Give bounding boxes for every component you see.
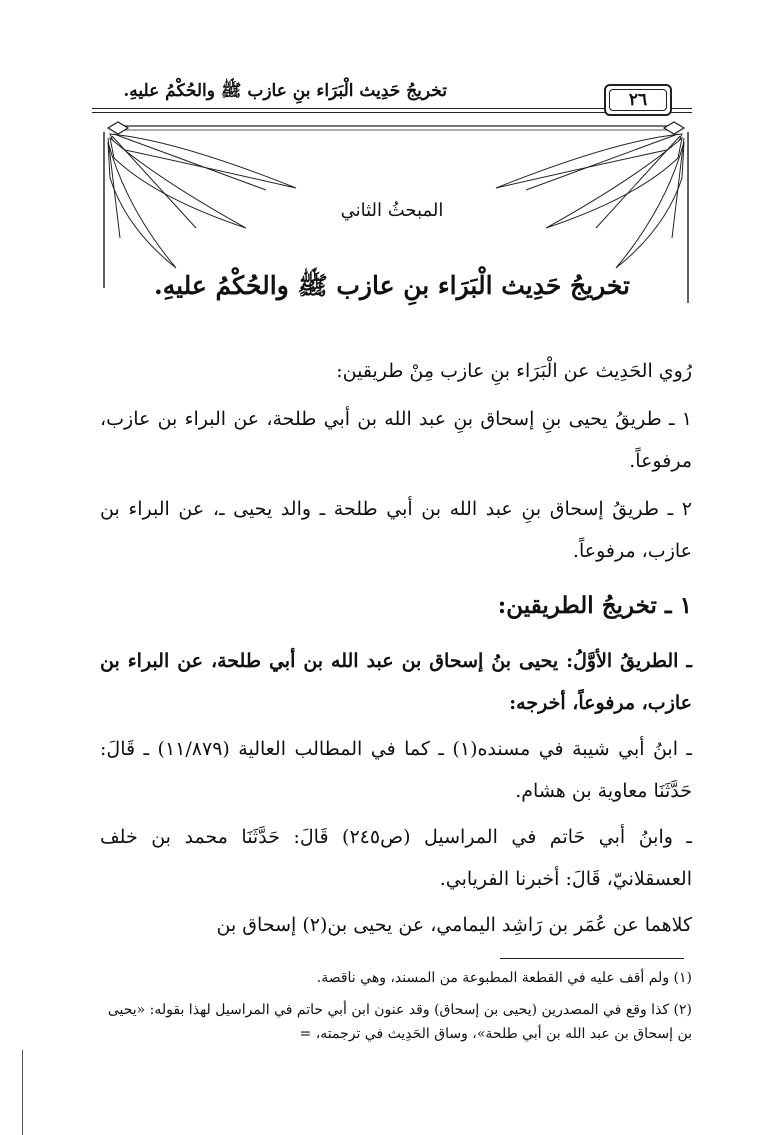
subheading-takhrij: ١ ـ تخريجُ الطريقين:	[497, 592, 692, 619]
list-item-1: ١ ـ طريقُ يحيى بنِ إسحاق بنِ عبد الله بن أبي طلحة، عن البراء بن عازب، مرفوعاً.	[100, 408, 692, 472]
header-rule	[92, 112, 692, 113]
intro-paragraph: رُوي الحَدِيث عن الْبَرَاء بنِ عازب مِنْ طريقين:	[336, 360, 692, 382]
source-paragraph-continued: كلاهما عن عُمَر بن رَاشِد اليمامي، عن يحيى بن(٢) إسحاق بن	[216, 914, 692, 936]
header-title: تخريجُ حَدِيث الْبَرَاء بنِ عازب ﷺ والحُكْمُ عليهِ.	[123, 81, 447, 101]
section-title: تخريجُ حَدِيث الْبَرَاء بنِ عازب ﷺ والحُكْمُ عليهِ.	[154, 271, 630, 300]
page-number: ٢٦	[604, 84, 672, 116]
binding-margin-line	[22, 1050, 23, 1135]
running-header	[92, 78, 692, 120]
footnote-2: (٢) كذا وقع في المصدرين (يحيى بن إسحاق) وقد عنون ابن أبي حاتم في المراسيل لهذا بقوله: «يحيى بن إسحاق بن عبد الله بن أبي طلحة»، وساق الحَدِيث في ترجمته، =	[107, 1002, 692, 1042]
header-rule	[92, 108, 692, 109]
source-ibn-abi-shaybah: ـ ابنُ أبي شيبة في مسنده(١) ـ كما في المطالب العالية (١١/٨٧٩) ـ قَالَ: حَدَّثَنَا معاوية بن هشام.	[100, 738, 693, 802]
section-label: المبحثُ الثاني	[340, 200, 444, 221]
source-ibn-abi-hatim: ـ وابنُ أبي حَاتم في المراسيل (ص٢٤٥) قَالَ: حَدَّثَنَا محمد بن خلف العسقلانيّ، قَالَ: أخبرنا الفريابي.	[100, 826, 692, 890]
list-item-2: ٢ ـ طريقُ إسحاق بنِ عبد الله بن أبي طلحة ـ والد يحيى ـ، عن البراء بن عازب، مرفوعاً.	[100, 498, 692, 562]
footnote-rule	[500, 958, 684, 959]
first-path-paragraph: ـ الطريقُ الأوَّلُ: يحيى بنُ إسحاق بن عبد الله بن أبي طلحة، عن البراء بن عازب، مرفوعاً، أخرجه:	[100, 650, 692, 714]
footnote-1: (١) ولم أقف عليه في القطعة المطبوعة من المسند، وهي ناقصة.	[316, 970, 692, 986]
